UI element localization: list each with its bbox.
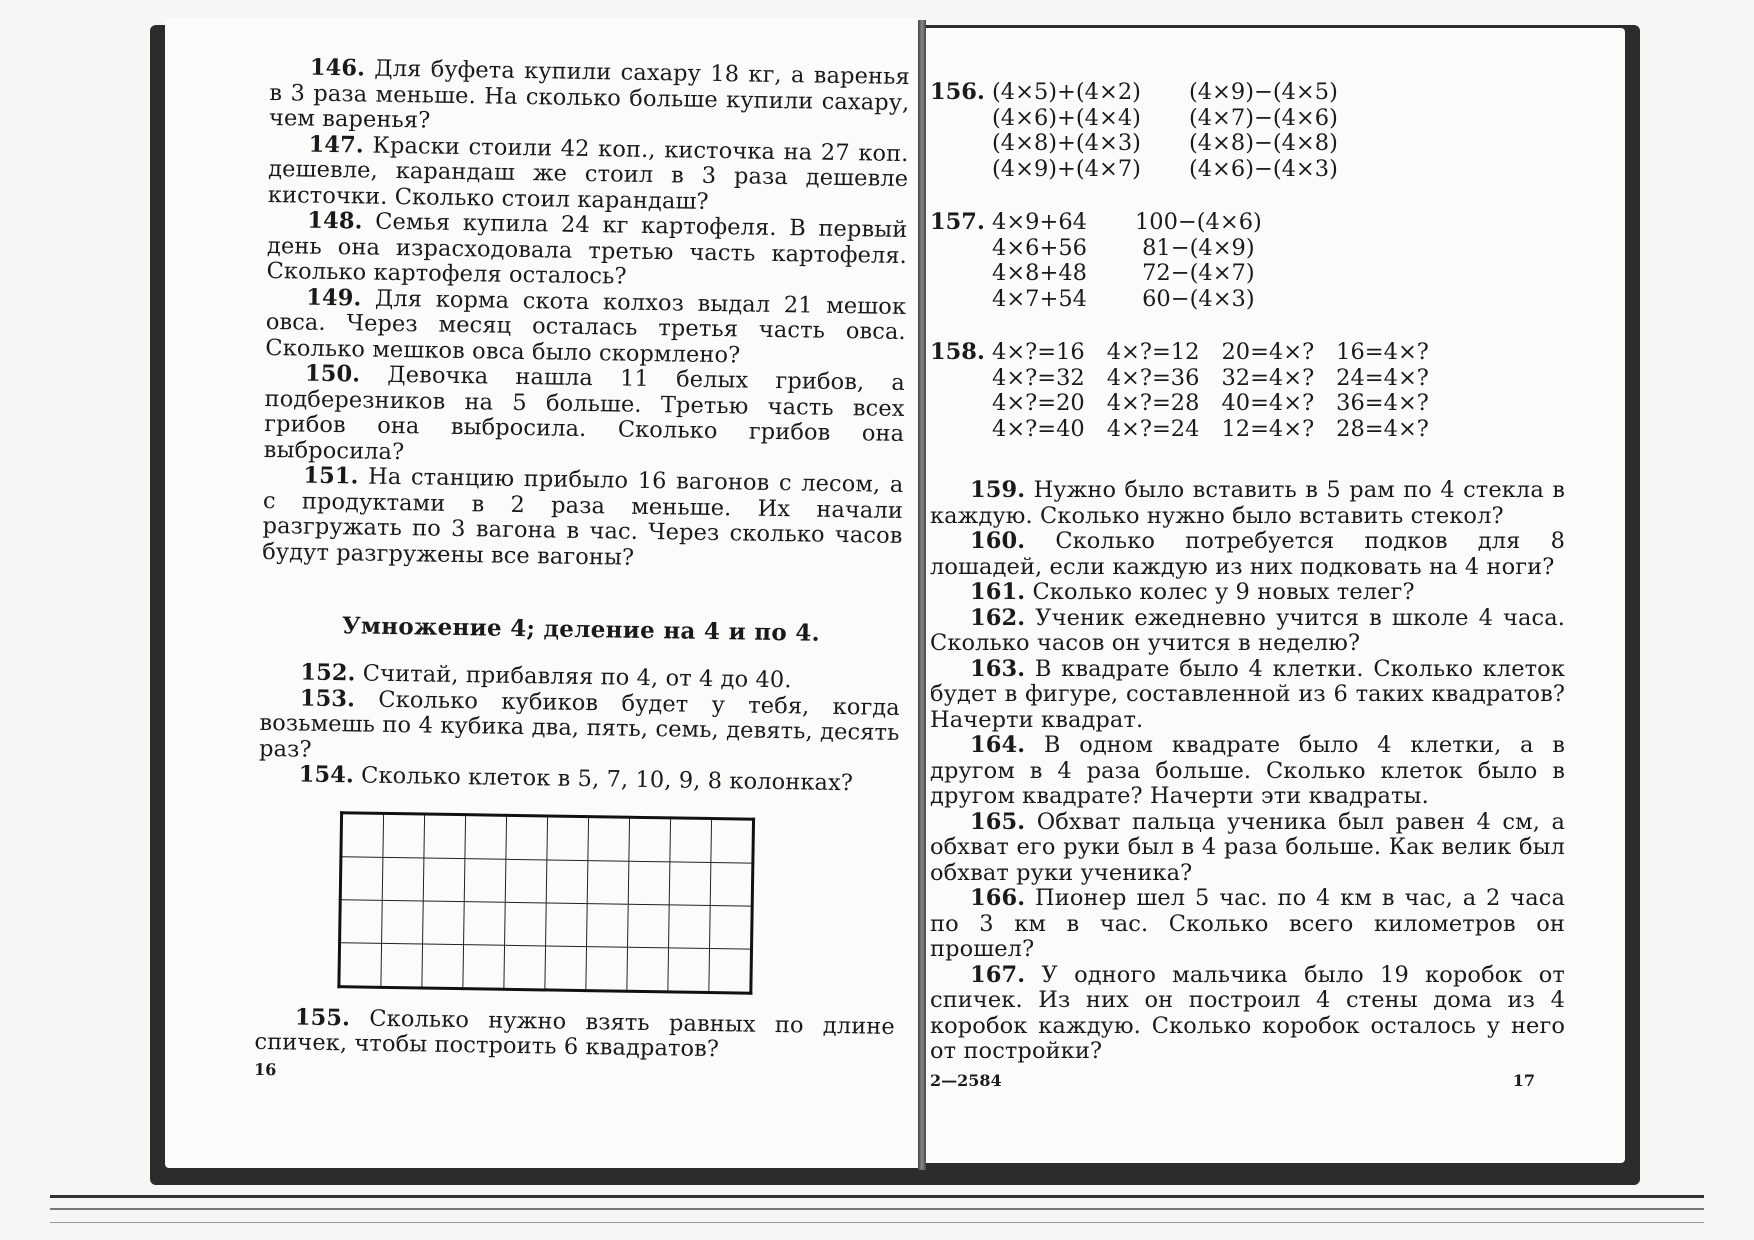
problem-149: 149. Для корма скота колхоз выдал 21 мешок овса. Через месяц осталась третья часть овса. Сколько мешков овса было скормлено? — [265, 284, 907, 368]
expression-column: 20=4×? 32=4×? 40=4×? 12=4×? — [1221, 339, 1315, 442]
table-edge — [50, 1195, 1704, 1198]
left-page-content — [254, 55, 910, 1088]
problem-146: 146. Для буфета купили сахару 18 кг, а варенья в 3 раза меньше. На сколько больше купили сахару, чем варенья? — [268, 54, 910, 134]
problem-159: 159. Нужно было вставить в 5 рам по 4 стекла в каждую. Сколько нужно было вставить стекол? — [930, 477, 1565, 529]
expression-column: (4×5)+(4×2) (4×6)+(4×4) (4×8)+(4×3) (4×9)+(4×7) — [992, 79, 1141, 182]
problem-167: 167. У одного мальчика было 19 коробок от спичек. Из них он построил 4 стены дома из 4 коробок каждую. Сколько коробок осталось у него от постройки? — [930, 961, 1565, 1064]
problem-160: 160. Сколько потребуется подков для 8 лошадей, если каждую из них подковать на 4 ноги? — [930, 528, 1565, 580]
problem-148: 148. Семья купила 24 кг картофеля. В первый день она израсходовала третью часть картофеля. Сколько картофеля осталось? — [266, 207, 908, 290]
problem-162: 162. Ученик ежедневно учится в школе 4 часа. Сколько часов он учится в неделю? — [930, 604, 1565, 656]
expression-column: 4×?=12 4×?=36 4×?=28 4×?=24 — [1106, 339, 1200, 442]
table-edge — [50, 1222, 1704, 1223]
printer-signature: 2—2584 — [930, 1070, 1002, 1090]
expression-column: 16=4×? 24=4×? 36=4×? 28=4×? — [1336, 339, 1429, 442]
problem-150: 150. Девочка нашла 11 белых грибов, а подберезников на 5 больше. Третью часть всех грибов она выбросила. Сколько грибов она выбросила? — [263, 360, 906, 465]
problem-165: 165. Обхват пальца ученика был равен 4 см, а обхват его руки был в 4 раза больше. Как велик был обхват руки ученика? — [930, 808, 1565, 886]
page-number-right: 17 — [1512, 1070, 1535, 1090]
problem-158: 158. 4×?=16 4×?=32 4×?=20 4×?=40 4×?=12 4×?=36 4×?=28 4×?=24 20=4×? 32=4×? 40=4×? 12=4×? 16=4×? 24=4×? 36=4×? 28=4×? — [930, 339, 1429, 442]
problem-155: 155. Сколько нужно взять равных по длине спичек, чтобы построить 6 квадратов? — [254, 1004, 896, 1063]
problem-154: 154. Сколько клеток в 5, 7, 10, 9, 8 колонках? — [298, 761, 854, 797]
problem-157: 157. 4×9+64 4×6+56 4×8+48 4×7+54 100−(4×6) 81−(4×9) 72−(4×7) 60−(4×3) — [930, 209, 1262, 312]
expression-column: (4×9)−(4×5) (4×7)−(4×6) (4×8)−(4×8) (4×6)−(4×3) — [1188, 79, 1338, 182]
problem-163: 163. В квадрате было 4 клетки. Сколько клеток будет в фигуре, составленной из 6 таких квадратов? Начерти квадрат. — [930, 655, 1565, 733]
problem-161: 161. Сколько колес у 9 новых телег? — [970, 579, 1415, 605]
problem-164: 164. В одном квадрате было 4 клетки, а в другом в 4 раза больше. Сколько клеток было в другом квадрате? Начерти эти квадраты. — [930, 732, 1565, 809]
table-edge — [50, 1208, 1704, 1210]
right-page-content — [930, 80, 1565, 1090]
cell-grid-figure — [337, 811, 755, 994]
expression-column: 100−(4×6) 81−(4×9) 72−(4×7) 60−(4×3) — [1134, 209, 1262, 312]
expression-column: 4×9+64 4×6+56 4×8+48 4×7+54 — [992, 209, 1087, 312]
problem-166: 166. Пионер шел 5 час. по 4 км в час, а 2 часа по 3 км в час. Сколько всего километров он прошел? — [930, 885, 1565, 962]
page-number-left: 16 — [253, 1059, 277, 1079]
problem-152: 152. Считай, прибавляя по 4, от 4 до 40. — [300, 659, 792, 694]
problem-147: 147. Краски стоили 42 коп., кисточка на 27 коп. дешевле, карандаш же стоил в 3 раза дешевле кисточки. Сколько стоил карандаш? — [267, 131, 909, 215]
expression-column: 4×?=16 4×?=32 4×?=20 4×?=40 — [992, 339, 1085, 442]
problem-153: 153. Сколько кубиков будет у тебя, когда возьмешь по 4 кубика два, пять, семь, девять, десять раз? — [258, 685, 901, 763]
problem-156: 156. (4×5)+(4×2) (4×6)+(4×4) (4×8)+(4×3) (4×9)+(4×7) (4×9)−(4×5) (4×7)−(4×6) (4×8)−(4×8) (4×6)−(4×3) — [930, 79, 1338, 182]
section-heading: Умножение 4; деление на 4 и по 4. — [341, 612, 821, 647]
problem-151: 151. На станцию прибыло 16 вагонов с лесом, а с продуктами в 2 раза меньше. Их начали разгружать по 3 вагона в час. Через сколько часов будут разгружены все вагоны? — [261, 462, 904, 571]
book-spine — [918, 20, 926, 1170]
